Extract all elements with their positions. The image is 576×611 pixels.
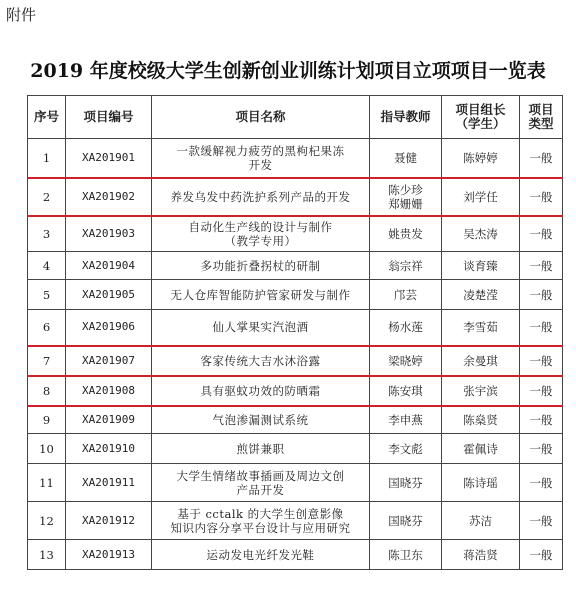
cell-code (66, 139, 152, 178)
cell-type (520, 216, 563, 252)
cell-name (152, 376, 370, 406)
type-text: 一般 (529, 258, 553, 273)
type-text: 一般 (529, 287, 553, 302)
type-text: 一般 (529, 412, 553, 427)
cell-leader (442, 464, 520, 502)
name-line2: 知识内容分享平台设计与应用研究 (170, 520, 351, 535)
cell-type (520, 139, 563, 178)
type-text: 一般 (529, 475, 553, 490)
leader-text: 凌楚滢 (463, 287, 498, 302)
cell-advisor (370, 406, 442, 434)
cell-name (152, 464, 370, 502)
cell-seq (28, 310, 66, 346)
cell-leader (442, 502, 520, 540)
cell-advisor (370, 376, 442, 406)
header-type-line2: 类型 (528, 116, 554, 131)
project-table (27, 95, 563, 570)
cell-code (66, 406, 152, 434)
cell-seq (28, 139, 66, 178)
header-leader-line1: 项目组长 (455, 102, 506, 117)
leader-text: 陈婷婷 (463, 150, 498, 165)
cell-advisor (370, 502, 442, 540)
name-line1: 具有驱蚊功效的防晒霜 (200, 383, 321, 398)
cell-leader (442, 540, 520, 570)
table-row (28, 216, 563, 252)
cell-type (520, 406, 563, 434)
leader-text: 张宇滨 (463, 383, 498, 398)
advisor-line1: 翁宗祥 (388, 258, 423, 273)
table-row (28, 376, 563, 406)
cell-leader (442, 346, 520, 376)
cell-type (520, 464, 563, 502)
cell-advisor (370, 310, 442, 346)
leader-text: 余曼琪 (463, 353, 498, 368)
name-line1: 多功能折叠拐杖的研制 (200, 258, 321, 273)
cell-type (520, 502, 563, 540)
type-text: 一般 (529, 150, 553, 165)
code-text: XA201913 (82, 547, 135, 561)
code-text: XA201910 (82, 441, 135, 455)
cell-code (66, 464, 152, 502)
header-type-line1: 项目 (528, 102, 554, 117)
cell-seq (28, 502, 66, 540)
seq-text: 8 (42, 383, 51, 398)
cell-code (66, 252, 152, 280)
cell-name (152, 406, 370, 434)
table-row (28, 540, 563, 570)
seq-text: 12 (39, 513, 54, 528)
leader-text: 刘学任 (463, 189, 498, 204)
leader-text: 陈诗瑶 (463, 475, 498, 490)
header-type (520, 96, 563, 139)
header-code: 项目编号 (66, 96, 152, 139)
name-line1: 大学生情绪故事插画及周边文创 (176, 468, 345, 483)
cell-leader (442, 406, 520, 434)
name-line1: 无人仓库智能防护管家研发与制作 (170, 287, 351, 302)
seq-text: 3 (42, 226, 51, 241)
table-row (28, 464, 563, 502)
cell-leader (442, 280, 520, 310)
cell-seq (28, 216, 66, 252)
cell-type (520, 252, 563, 280)
cell-advisor (370, 252, 442, 280)
seq-text: 7 (42, 353, 51, 368)
cell-seq (28, 406, 66, 434)
leader-text: 李雪茹 (463, 320, 498, 335)
code-text: XA201901 (82, 150, 135, 164)
code-text: XA201903 (82, 226, 135, 240)
leader-text: 蒋浩贤 (463, 547, 498, 562)
name-line1: 运动发电光纤发光鞋 (206, 547, 315, 562)
leader-text: 霍佩诗 (463, 441, 498, 456)
cell-leader (442, 252, 520, 280)
cell-name (152, 540, 370, 570)
cell-leader (442, 139, 520, 178)
name-line1: 养发乌发中药洗护系列产品的开发 (170, 189, 351, 204)
code-text: XA201907 (82, 353, 135, 367)
code-text: XA201906 (82, 320, 135, 334)
advisor-line1: 李申燕 (388, 412, 423, 427)
cell-leader (442, 216, 520, 252)
cell-name (152, 502, 370, 540)
cell-name (152, 216, 370, 252)
cell-leader (442, 434, 520, 464)
table-row (28, 406, 563, 434)
seq-text: 5 (42, 287, 51, 302)
cell-seq (28, 540, 66, 570)
cell-name (152, 310, 370, 346)
cell-code (66, 310, 152, 346)
attachment-label: 附件 (6, 6, 37, 24)
type-text: 一般 (529, 189, 553, 204)
cell-seq (28, 346, 66, 376)
name-line1: 基于 cctalk 的大学生创意影像 (177, 506, 344, 521)
cell-code (66, 280, 152, 310)
name-line1: 自动化生产线的设计与制作 (188, 219, 333, 234)
cell-name (152, 178, 370, 216)
cell-code (66, 540, 152, 570)
cell-leader (442, 178, 520, 216)
header-leader (442, 96, 520, 139)
advisor-line1: 陈安琪 (388, 383, 423, 398)
type-text: 一般 (529, 226, 553, 241)
cell-advisor (370, 216, 442, 252)
seq-text: 13 (39, 547, 54, 562)
cell-code (66, 376, 152, 406)
advisor-line1: 聂健 (394, 150, 417, 165)
name-line1: 仙人掌果实汽泡酒 (212, 320, 309, 335)
advisor-line1: 国晓芬 (388, 475, 423, 490)
cell-seq (28, 280, 66, 310)
header-seq: 序号 (28, 96, 66, 139)
cell-name (152, 346, 370, 376)
type-text: 一般 (529, 383, 553, 398)
leader-text: 吴杰涛 (463, 226, 498, 241)
type-text: 一般 (529, 441, 553, 456)
header-name: 项目名称 (152, 96, 370, 139)
cell-type (520, 178, 563, 216)
document-title: 2019 年度校级大学生创新创业训练计划项目立项项目一览表 (30, 60, 546, 82)
cell-advisor (370, 178, 442, 216)
cell-code (66, 346, 152, 376)
type-text: 一般 (529, 513, 553, 528)
cell-advisor (370, 280, 442, 310)
advisor-line1: 国晓芬 (388, 513, 423, 528)
code-text: XA201911 (82, 475, 135, 489)
advisor-line2: 郑姗姗 (388, 196, 423, 211)
advisor-line1: 李文彪 (388, 441, 423, 456)
leader-text: 陈燊贤 (463, 412, 498, 427)
table-row (28, 502, 563, 540)
seq-text: 9 (42, 412, 51, 427)
advisor-line1: 梁晓婷 (388, 353, 423, 368)
advisor-line1: 陈卫东 (388, 547, 423, 562)
code-text: XA201904 (82, 258, 135, 272)
cell-type (520, 346, 563, 376)
name-line2: 产品开发 (236, 482, 285, 497)
header-row (28, 96, 563, 139)
cell-advisor (370, 464, 442, 502)
cell-seq (28, 252, 66, 280)
name-line1: 煎饼兼职 (236, 441, 285, 456)
cell-seq (28, 464, 66, 502)
cell-code (66, 178, 152, 216)
cell-seq (28, 434, 66, 464)
name-line2: （教学专用） (224, 233, 297, 248)
cell-type (520, 376, 563, 406)
cell-code (66, 434, 152, 464)
code-text: XA201905 (82, 287, 135, 301)
header-advisor: 指导教师 (370, 96, 442, 139)
cell-type (520, 280, 563, 310)
header-leader-line2: （学生） (455, 116, 506, 131)
seq-text: 2 (42, 189, 51, 204)
cell-advisor (370, 540, 442, 570)
type-text: 一般 (529, 547, 553, 562)
advisor-line1: 杨水莲 (388, 320, 423, 335)
type-text: 一般 (529, 353, 553, 368)
seq-text: 4 (42, 258, 51, 273)
cell-leader (442, 376, 520, 406)
seq-text: 6 (42, 320, 51, 335)
type-text: 一般 (529, 320, 553, 335)
table-row (28, 346, 563, 376)
advisor-line1: 姚贵发 (388, 226, 423, 241)
code-text: XA201902 (82, 189, 135, 203)
table-row (28, 310, 563, 346)
cell-type (520, 434, 563, 464)
cell-advisor (370, 434, 442, 464)
cell-type (520, 540, 563, 570)
name-line1: 气泡渗漏测试系统 (212, 412, 309, 427)
cell-name (152, 252, 370, 280)
leader-text: 谈育臻 (463, 258, 498, 273)
code-text: XA201908 (82, 383, 135, 397)
advisor-line1: 邝芸 (394, 287, 417, 302)
code-text: XA201909 (82, 412, 135, 426)
code-text: XA201912 (82, 513, 135, 527)
cell-name (152, 434, 370, 464)
cell-code (66, 502, 152, 540)
table-row (28, 252, 563, 280)
cell-seq (28, 376, 66, 406)
seq-text: 1 (42, 150, 51, 165)
seq-text: 11 (39, 475, 54, 490)
leader-text: 苏洁 (469, 513, 492, 528)
name-line1: 客家传统大吉水沐浴露 (200, 353, 321, 368)
table-row (28, 280, 563, 310)
cell-code (66, 216, 152, 252)
advisor-line1: 陈少珍 (388, 182, 423, 197)
table-row (28, 434, 563, 464)
table-row (28, 178, 563, 216)
cell-type (520, 310, 563, 346)
name-line2: 开发 (248, 157, 273, 172)
cell-advisor (370, 346, 442, 376)
cell-name (152, 280, 370, 310)
table-row (28, 139, 563, 178)
cell-leader (442, 310, 520, 346)
name-line1: 一款缓解视力疲劳的黑枸杞果冻 (176, 143, 345, 158)
cell-name (152, 139, 370, 178)
cell-seq (28, 178, 66, 216)
seq-text: 10 (39, 441, 54, 456)
cell-advisor (370, 139, 442, 178)
